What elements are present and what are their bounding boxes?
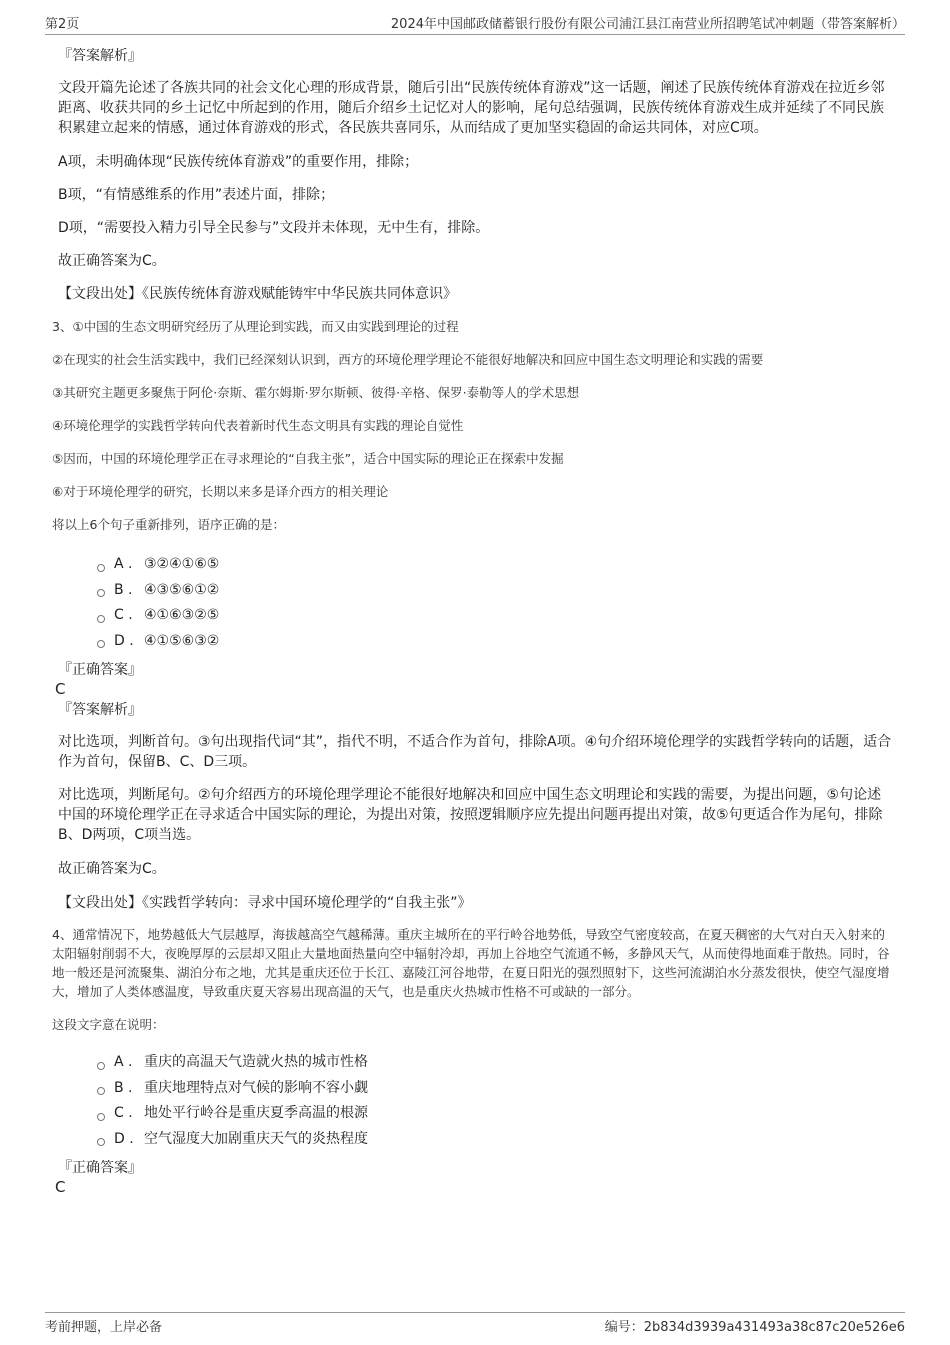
q3-source: 【文段出处】《实践哲学转向：寻求中国环境伦理学的“自我主张”》: [58, 895, 472, 911]
q3-option-a[interactable]: A . ③②④①⑥⑤: [97, 552, 895, 578]
radio-icon[interactable]: [97, 564, 105, 572]
footer-code-label: 编号：: [604, 1320, 644, 1335]
q3-sentence-2: ②在现实的社会生活实践中，我们已经深刻认识到，西方的环境伦理学理论不能很好地解决和回应中国生态文明理论和实践的需要: [52, 352, 764, 367]
q3-sentence-3: ③其研究主题更多聚焦于阿伦·奈斯、霍尔姆斯·罗尔斯顿、彼得·辛格、保罗·泰勒等人的学术思想: [52, 385, 580, 400]
q2-option-a-note: A项，未明确体现“民族传统体育游戏”的重要作用，排除；: [58, 154, 419, 170]
page-footer: [45, 1312, 905, 1335]
radio-icon[interactable]: [97, 1138, 105, 1146]
q4-option-c[interactable]: C . 地处平行岭谷是重庆夏季高温的根源: [97, 1101, 895, 1127]
footer-code: [605, 1316, 905, 1335]
q4-option-d[interactable]: D . 空气湿度大加剧重庆天气的炎热程度: [97, 1127, 895, 1153]
analysis-label: 『答案解析』: [58, 702, 142, 718]
radio-icon[interactable]: [97, 1087, 105, 1095]
q3-option-c[interactable]: C . ④①⑥③②⑤: [97, 603, 895, 629]
radio-icon[interactable]: [97, 640, 105, 648]
q3-option-b[interactable]: B . ④③⑤⑥①②: [97, 578, 895, 604]
page-header: [45, 12, 905, 35]
q2-option-d-note: D项，“需要投入精力引导全民参与”文段并未体现，无中生有，排除。: [58, 220, 490, 236]
q3-answer: C: [55, 680, 66, 698]
q2-analysis: 文段开篇先论述了各族共同的社会文化心理的形成背景，随后引出“民族传统体育游戏”这一话题，阐述了民族传统体育游戏在拉近乡邻距离、收获共同的乡土记忆中所起到的作用，随后介绍乡土记忆对人的影响，尾句总结强调，民族传统体育游戏生成并延续了不同民族积累建立起来的情感，通过体育游戏的形式，各民族共喜同乐，从而结成了更加坚实稳固的命运共同体，对应C项。: [58, 80, 885, 136]
q4-option-b[interactable]: B . 重庆地理特点对气候的影响不容小觑: [97, 1076, 895, 1102]
radio-icon[interactable]: [97, 1113, 105, 1121]
q2-option-b-note: B项，“有情感维系的作用”表述片面，排除；: [58, 187, 335, 203]
page-number: 第2页: [45, 17, 80, 32]
correct-answer-label: 『正确答案』: [58, 1160, 142, 1176]
q3-sentence-6: ⑥对于环境伦理学的研究，长期以来多是译介西方的相关理论: [52, 484, 389, 499]
page-content: [52, 46, 895, 1196]
radio-icon[interactable]: [97, 615, 105, 623]
q3-analysis-2: 对比选项，判断尾句。②句介绍西方的环境伦理学理论不能很好地解决和回应中国生态文明理论和实践的需要，为提出问题，⑤句论述中国的环境伦理学正在寻求适合中国实际的理论，为提出对策，按照逻辑顺序应先提出问题再提出对策，故⑤句更适合作为尾句，排除B、D两项，C项当选。: [58, 787, 883, 843]
document-title: 2024年中国邮政储蓄银行股份有限公司浦江县江南营业所招聘笔试冲刺题（带答案解析）: [390, 17, 905, 32]
q4-answer: C: [55, 1178, 66, 1196]
radio-icon[interactable]: [97, 589, 105, 597]
q3-conclusion: 故正确答案为C。: [58, 861, 166, 877]
footer-slogan: 考前押题，上岸必备: [45, 1320, 163, 1335]
q4-stem: 4、通常情况下，地势越低大气层越厚，海拔越高空气越稀薄。重庆主城所在的平行岭谷地势低，导致空气密度较高，在夏天稠密的大气对白天入射来的太阳辐射削弱不大，夜晚厚厚的云层却又阻止大量地面热量向空中辐射冷却，再加上谷地空气流通不畅，多静风天气，从而使得地面难于散热。同时，谷地一般还是河流聚集、湖泊分布之地，尤其是重庆还位于长江、嘉陵江河谷地带，在夏日阳光的强烈照射下，这些河流湖泊水分蒸发很快，使空气湿度增大，增加了人类体感温度，导致重庆夏天容易出现高温的天气，也是重庆火热城市性格不可或缺的一部分。: [52, 927, 890, 999]
analysis-label: 『答案解析』: [58, 48, 142, 64]
q2-source: 【文段出处】《民族传统体育游戏赋能铸牢中华民族共同体意识》: [58, 286, 457, 302]
q2-conclusion: 故正确答案为C。: [58, 253, 166, 269]
q4-options: [55, 1050, 895, 1152]
q3-sentence-5: ⑤因而，中国的环境伦理学正在寻求理论的“自我主张”，适合中国实际的理论正在探索中发掘: [52, 451, 564, 466]
radio-icon[interactable]: [97, 1062, 105, 1070]
q4-prompt: 这段文字意在说明：: [52, 1017, 165, 1032]
q3-sentence-1: 3、①中国的生态文明研究经历了从理论到实践，而又由实践到理论的过程: [52, 319, 459, 334]
q3-sentence-4: ④环境伦理学的实践哲学转向代表着新时代生态文明具有实践的理论自觉性: [52, 418, 464, 433]
q3-analysis-1: 对比选项，判断首句。③句出现指代词“其”，指代不明，不适合作为首句，排除A项。④句介绍环境伦理学的实践哲学转向的话题，适合作为首句，保留B、C、D三项。: [58, 734, 892, 770]
q3-option-d[interactable]: D . ④①⑤⑥③②: [97, 629, 895, 655]
correct-answer-label: 『正确答案』: [58, 662, 142, 678]
q3-options: [55, 552, 895, 654]
q4-option-a[interactable]: A . 重庆的高温天气造就火热的城市性格: [97, 1050, 895, 1076]
footer-code-value: 2b834d3939a431493a38c87c20e526e6: [643, 1320, 905, 1335]
q3-prompt: 将以上6个句子重新排列，语序正确的是：: [52, 517, 285, 532]
